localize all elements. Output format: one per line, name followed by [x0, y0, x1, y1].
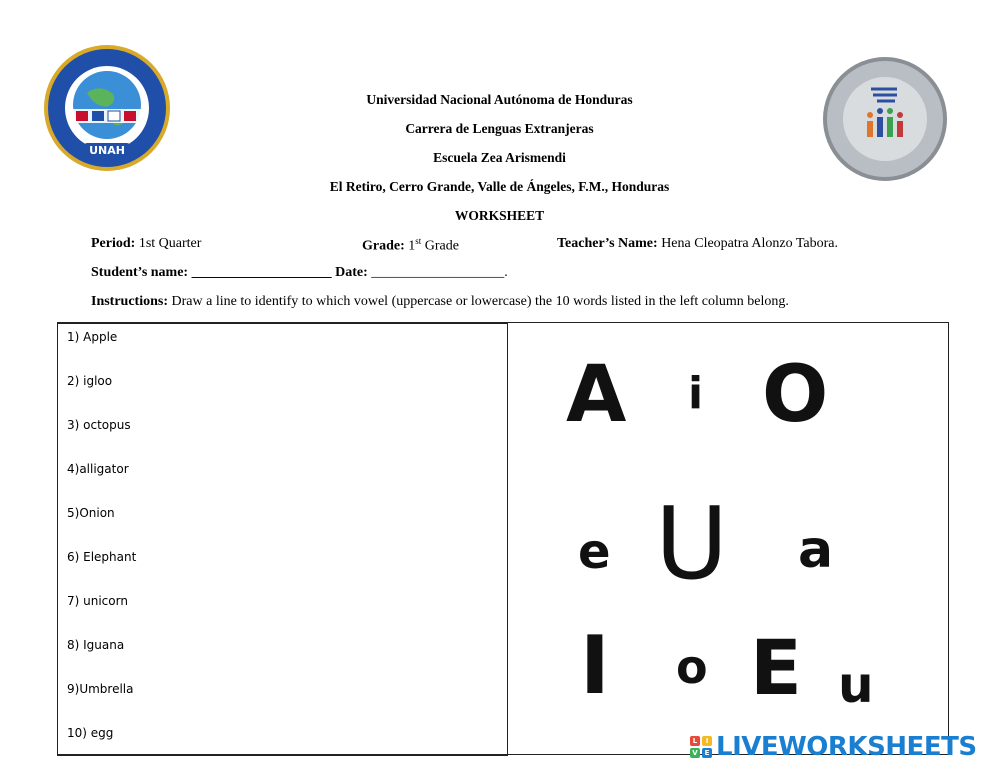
word-item[interactable]: 10) egg [67, 726, 114, 740]
logo-tile: L [690, 736, 700, 746]
instructions-label: Instructions: [91, 294, 169, 309]
student-label: Student’s name: [91, 265, 189, 280]
word-item[interactable]: 1) Apple [67, 330, 118, 344]
worksheet-title: WORKSHEET [454, 208, 545, 223]
word-item[interactable]: 5)Onion [67, 506, 115, 520]
word-item[interactable]: 9)Umbrella [67, 682, 134, 696]
teacher-field [557, 236, 838, 252]
grade-label: Grade: [362, 238, 405, 254]
instructions-line [91, 294, 789, 310]
svg-text:UNAH: UNAH [89, 144, 125, 157]
grade-field [362, 236, 459, 255]
vowel-a[interactable]: a [798, 520, 834, 580]
logo-tile: I [702, 736, 712, 746]
location-line: El Retiro, Cerro Grande, Valle de Ángeles, F.M., Honduras [329, 179, 670, 194]
teacher-label: Teacher’s Name: [557, 236, 658, 251]
teacher-value: Hena Cleopatra Alonzo Tabora. [661, 236, 838, 251]
vowel-U[interactable]: U [655, 485, 729, 602]
period-value: 1st Quarter [138, 236, 202, 251]
liveworksheets-logo-icon [690, 736, 712, 758]
liveworksheets-text: LIVEWORKSHEETS [716, 732, 977, 762]
vowel-u[interactable]: u [838, 656, 874, 714]
student-line [91, 265, 508, 281]
grade-num: 1 [408, 238, 416, 254]
liveworksheets-watermark [690, 734, 977, 760]
vowel-E[interactable]: E [750, 623, 802, 712]
period-label: Period: [91, 236, 136, 251]
word-item[interactable]: 7) unicorn [67, 594, 128, 608]
university-title: Universidad Nacional Autónoma de Honduras [366, 92, 633, 107]
grade-word: Grade [424, 238, 459, 254]
period-field [91, 236, 201, 252]
student-blank[interactable]: ____________________ [191, 265, 332, 280]
grade-sup: st [415, 236, 422, 246]
word-item[interactable]: 3) octopus [67, 418, 131, 432]
word-item[interactable]: 8) Iguana [67, 638, 125, 652]
word-item[interactable]: 6) Elephant [67, 550, 137, 564]
word-item[interactable]: 2) igloo [67, 374, 113, 388]
school-title: Escuela Zea Arismendi [433, 150, 566, 165]
word-item[interactable]: 4)alligator [67, 462, 129, 476]
program-title: Carrera de Lenguas Extranjeras [405, 121, 594, 136]
vowel-O[interactable]: O [762, 350, 829, 440]
vowel-e[interactable]: e [578, 524, 611, 580]
vowel-A[interactable]: A [566, 350, 627, 440]
date-label: Date: [335, 265, 368, 280]
vowel-o[interactable]: o [676, 640, 708, 694]
vowel-i[interactable]: i [688, 368, 704, 419]
logo-tile: V [690, 748, 700, 758]
vowel-I[interactable]: I [580, 619, 610, 712]
instructions-text: Draw a line to identify to which vowel (uppercase or lowercase) the 10 words listed in the left column belong. [171, 294, 789, 309]
logo-tile: E [702, 748, 712, 758]
date-blank[interactable]: ___________________. [371, 265, 508, 280]
